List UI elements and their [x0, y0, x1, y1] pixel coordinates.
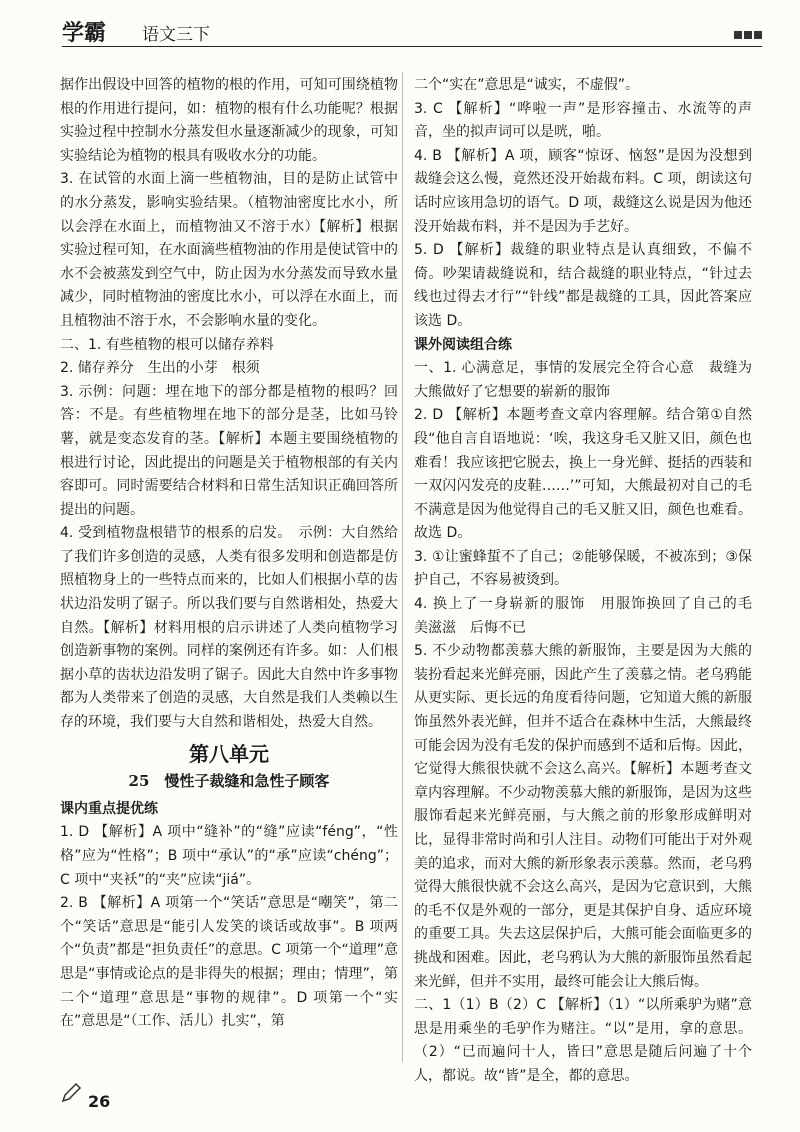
paragraph: 4. 受到植物盘根错节的根系的启发。 示例：大自然给了我们许多创造的灵感，人类有很多发明和创造都是仿照植物身上的一些特点而来的，比如人们根据小草的齿状边沿发明了锯子。所以我们要与自然谐相处，热爱大自然。【解析】材料用根的启示讲述了人类向植物学习创造新事物的案例。同样的案例还有许多。如：人们根据小草的齿状边沿发明了锯子。因此大自然中许多事物都为人类带来了创造的灵感，大自然是我们人类赖以生存的环境，我们要与大自然和谐相处，热爱大自然。: [60, 525, 398, 731]
right-column: [414, 74, 766, 1089]
paragraph: 3. 在试管的水面上滴一些植物油，目的是防止试管中的水分蒸发，影响实验结果。（植物油密度比水小，所以会浮在水面上，而植物油又不溶于水）【解析】根据实验过程可知，在水面滴些植物油的作用是使试管中的水不会被蒸发到空气中，防止因为水分蒸发而导致水量减少，同时植物油的密度比水小，可以浮在水面上，而且植物油不溶于水，不会影响水量的变化。: [60, 171, 398, 329]
column-divider: [402, 72, 403, 1062]
paragraph: 4. 换上了一身崭新的服饰 用服饰换回了自己的毛 美滋滋 后悔不已: [414, 596, 766, 636]
paragraph: 2. B 【解析】A 项第一个“笑话”意思是“嘲笑”，第二个“笑话”意思是“能引人发笑的谈话或故事”。B 项两个“负责”都是“担负责任”的意思。C 项第一个“道理”意思是“事情或论点的是非得失的根据；理由；情理”，第二个“道理”意思是“事物的规律”。D 项第一个“实在”意思是“（工作、活儿）扎实”，第: [60, 895, 398, 1030]
paragraph: 二、1（1）B（2）C 【解析】（1）“以所乘驴为赌”意思是用乘坐的毛驴作为赌注。“以”是用，拿的意思。（2）“已而遍问十人，皆曰”意思是随后问遍了十个人，都说。故“皆”是全，都的意思。: [414, 997, 752, 1084]
paragraph: 3. ①让蜜蜂蜇不了自己；②能够保暖，不被冻到；③保护自己，不容易被烫到。: [414, 548, 752, 589]
paragraph: 据作出假设中回答的植物的根的作用，可知可围绕植物根的作用进行提问，如：植物的根有什么功能呢？根据实验过程中控制水分蒸发但水量逐渐减少的现象，可知实验结论为植物的根具有吸收水分的功能。: [60, 77, 398, 164]
subject-label: 语文三下: [142, 25, 210, 45]
paragraph: 一、1. 心满意足，事情的发展完全符合心意 裁缝为大熊做好了它想要的崭新的服饰: [414, 360, 752, 400]
paragraph: 5. D 【解析】裁缝的职业特点是认真细致，不偏不倚。吵架请裁缝说和，结合裁缝的职业特点，“针过去线也过得去才行”“针线”都是裁缝的工具，因此答案应该选 D。: [414, 242, 752, 329]
header-rule: [62, 46, 762, 47]
lesson-title: 25 慢性子裁缝和急性子顾客: [128, 772, 330, 791]
paragraph: 5. 不少动物都羡慕大熊的新服饰，主要是因为大熊的装扮看起来光鲜亮丽，因此产生了羡慕之情。老乌鸦能从更实际、更长远的角度看待问题，它知道大熊的新服饰虽然外表光鲜，但并不适合在森林中生活，大熊最终可能会因为没有毛发的保护而感到不适和后悔。因此，它觉得大熊很快就不会这么高兴。【解析】本题考查文章内容理解。不少动物羡慕大熊的新服饰，是因为这些服饰看起来光鲜亮丽，与大熊之前的形象形成鲜明对比，显得非常时尚和引人注目。动物们可能出于对外观美的追求，而对大熊的新形象表示羡慕。然而，老乌鸦觉得大熊很快就不会这么高兴，是因为它意识到，大熊的毛不仅是外观的一部分，更是其保护自身、适应环境的重要工具。失去这层保护后，大熊可能会面临更多的挑战和困难。因此，老乌鸦认为大熊的新服饰虽然看起来光鲜，但并不实用，最终可能会让大熊后悔。: [414, 643, 752, 990]
section-heading: 课外阅读组合练: [414, 336, 512, 353]
pencil-icon: [60, 1082, 82, 1104]
brand-logo: 学霸: [62, 21, 107, 46]
unit-title: 第八单元: [189, 741, 269, 766]
paragraph: 二、1. 有些植物的根可以储存养料: [60, 336, 274, 353]
paragraph: 1. D 【解析】A 项中“缝补”的“缝”应读“féng”，“性格”应为“性格”；B 项中“承认”的“承”应读“chéng”；C 项中“夹袄”的“夹”应读“jiá”。: [60, 824, 398, 888]
left-column: [60, 74, 398, 1034]
paragraph: 4. B 【解析】A 项，顾客“惊讶、恼怒”是因为没想到裁缝会这么慢，竟然还没开始裁布料。C 项，朗读这句话时应该用急切的语气。D 项，裁缝这么说是因为他还没开始裁布料，并不是因为手艺好。: [414, 147, 752, 235]
paragraph: 3. C 【解析】“哗啦一声”是形容撞击、水流等的声音，坐的拟声词可以是咣，啪。: [414, 100, 752, 141]
paragraph: 3. 示例：问题：埋在地下的部分都是植物的根吗？回答：不是。有些植物埋在地下的部分是茎，比如马铃薯，就是变态发育的茎。【解析】本题主要围绕植物的根进行讨论，因此提出的问题是关于植物根部的有关内容即可。同时需要结合材料和日常生活知识正确回答所提出的问题。: [60, 383, 398, 518]
page-header: [62, 16, 762, 52]
section-heading: 课内重点提优练: [60, 800, 158, 817]
page-number: 26: [88, 1092, 111, 1111]
paragraph: 2. 储存养分 生出的小芽 根须: [60, 360, 260, 377]
paragraph: 二个“实在”意思是“诚实，不虚假”。: [414, 77, 640, 93]
header-marks-icon: [732, 24, 762, 43]
paragraph: 2. D 【解析】本题考查文章内容理解。结合第①自然段“他自言自语地说：‘唉，我这身毛又脏又旧，颜色也难看！我应该把它脱去，换上一身光鲜、挺括的西装和一双闪闪发亮的皮鞋……’”可知，大熊最初对自己的毛不满意是因为他觉得自己的毛又脏又旧，颜色也难看。故选 D。: [414, 407, 752, 542]
